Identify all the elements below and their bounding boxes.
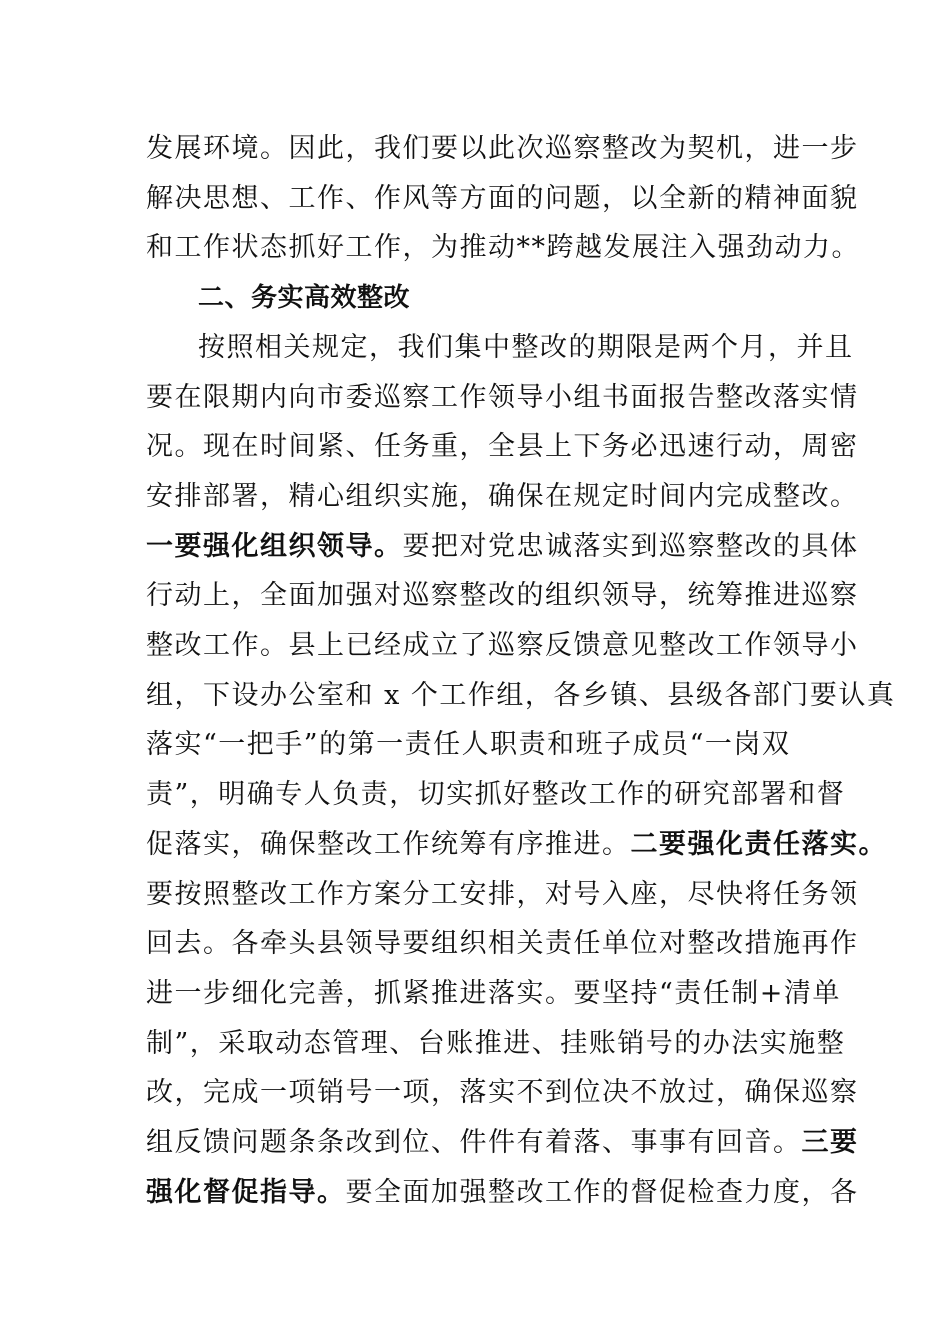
bold-lead-phrase: 一要强化组织领导。 — [146, 531, 403, 562]
text-segment: 况。现在时间紧、任务重，全县上下务必迅速行动，周密 — [146, 431, 859, 462]
text-line — [146, 480, 859, 514]
text-segment: 组，下设办公室和 x 个工作组，各乡镇、县级各部门要认真 — [146, 680, 896, 711]
text-segment: 制”，采取动态管理、台账推进、挂账销号的办法实施整 — [146, 1028, 846, 1059]
text-line — [146, 1076, 859, 1110]
section-heading: 二、务实高效整改 — [198, 283, 411, 313]
text-segment: 发展环境。因此，我们要以此次巡察整改为契机，进一步 — [146, 133, 859, 164]
text-segment: 解决思想、工作、作风等方面的问题，以全新的精神面貌 — [146, 183, 859, 214]
text-segment: 要在限期内向市委巡察工作领导小组书面报告整改落实情 — [146, 382, 859, 413]
bold-lead-phrase: 强化督促指导。 — [146, 1177, 346, 1208]
text-segment: 安排部署，精心组织实施，确保在规定时间内完成整改。 — [146, 481, 859, 512]
text-line — [146, 878, 859, 912]
text-line — [146, 1027, 845, 1061]
text-line — [146, 828, 887, 862]
text-line — [146, 1176, 859, 1210]
text-segment: 促落实，确保整改工作统筹有序推进。 — [146, 829, 631, 860]
text-segment: 组反馈问题条条改到位、件件有着落、事事有回音。 — [146, 1127, 802, 1158]
text-line — [146, 977, 841, 1011]
text-line — [198, 331, 854, 365]
text-segment: 改，完成一项销号一项，落实不到位决不放过，确保巡察 — [146, 1077, 859, 1108]
text-segment: 整改工作。县上已经成立了巡察反馈意见整改工作领导小 — [146, 630, 859, 661]
text-segment: 行动上，全面加强对巡察整改的组织领导，统筹推进巡察 — [146, 580, 859, 611]
text-line — [146, 579, 859, 613]
text-line — [198, 281, 410, 315]
text-line — [146, 679, 895, 713]
text-segment: 责”，明确专人负责，切实抓好整改工作的研究部署和督 — [146, 779, 846, 810]
text-line — [146, 629, 859, 663]
text-line — [146, 430, 859, 464]
text-segment: 进一步细化完善，抓紧推进落实。要坚持“责任制+清单 — [146, 978, 841, 1009]
text-segment: 要把对党忠诚落实到巡察整改的具体 — [402, 531, 859, 562]
text-line — [146, 1126, 859, 1160]
text-line — [146, 778, 845, 812]
text-segment: 要按照整改工作方案分工安排，对号入座，尽快将任务领 — [146, 879, 859, 910]
text-segment: 要全面加强整改工作的督促检查力度，各 — [345, 1177, 859, 1208]
bold-lead-phrase: 三要 — [801, 1127, 859, 1158]
text-segment: 落实“一把手”的第一责任人职责和班子成员“一岗双 — [146, 729, 791, 760]
text-line — [146, 182, 859, 216]
text-segment: 回去。各牵头县领导要组织相关责任单位对整改措施再作 — [146, 928, 859, 959]
text-line — [146, 231, 860, 265]
text-segment: 按照相关规定，我们集中整改的期限是两个月，并且 — [198, 332, 854, 363]
text-line — [146, 381, 859, 415]
text-segment: 和工作状态抓好工作，为推动**跨越发展注入强劲动力。 — [146, 232, 860, 263]
text-line — [146, 728, 790, 762]
text-line — [146, 132, 859, 166]
text-line — [146, 927, 859, 961]
text-line — [146, 530, 859, 564]
bold-lead-phrase: 二要强化责任落实。 — [630, 829, 887, 860]
